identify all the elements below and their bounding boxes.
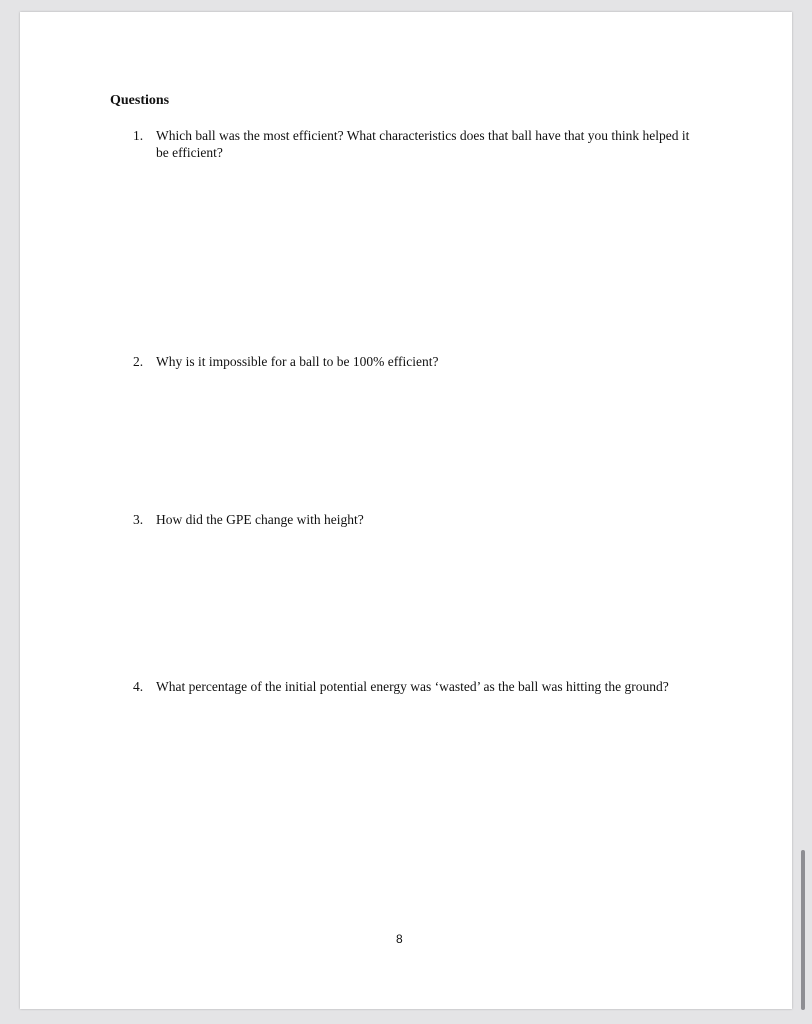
- question-text: What percentage of the initial potential energy was ‘wasted’ as the ball was hitting the ground?: [156, 679, 669, 694]
- question-text: How did the GPE change with height?: [156, 512, 364, 527]
- page-number: 8: [396, 932, 403, 946]
- question-number: 4.: [133, 679, 144, 694]
- question-item: [133, 127, 703, 161]
- question-item: [133, 511, 703, 528]
- question-number: 3.: [133, 512, 144, 527]
- question-number: 2.: [133, 354, 144, 369]
- question-text: Why is it impossible for a ball to be 100% efficient?: [156, 354, 439, 369]
- question-item: [133, 353, 703, 370]
- document-page: [20, 12, 792, 1009]
- scrollbar-thumb[interactable]: [801, 850, 805, 1010]
- question-item: [133, 678, 703, 695]
- question-number: 1.: [133, 128, 144, 143]
- section-heading: Questions: [110, 93, 170, 108]
- question-text: Which ball was the most efficient? What characteristics does that ball have that you think helped it be efficient?: [156, 128, 690, 160]
